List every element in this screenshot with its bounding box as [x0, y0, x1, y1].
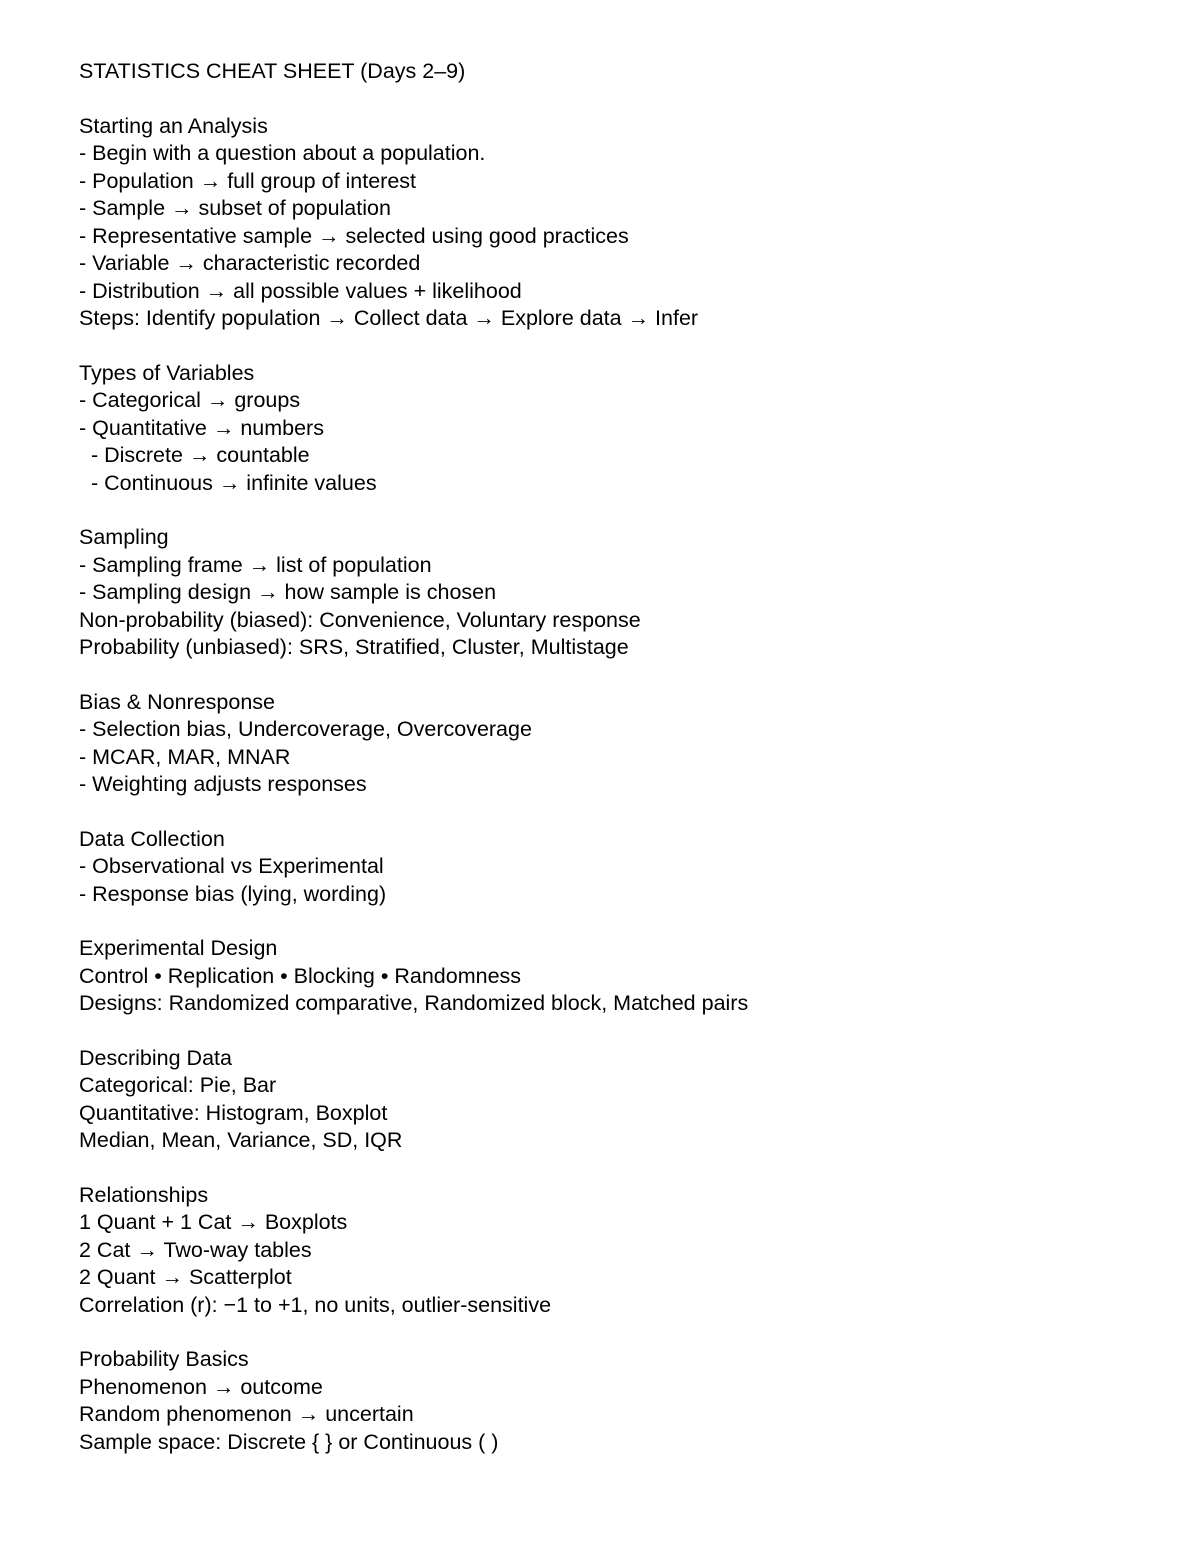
section-heading: Experimental Design [79, 936, 278, 960]
text-line: - Variable → characteristic recorded [79, 251, 421, 275]
section-heading: Relationships [79, 1182, 209, 1207]
text-line: - Observational vs Experimental [79, 854, 384, 878]
spacer [79, 333, 1159, 360]
text-line: Quantitative: Histogram, Boxplot [79, 1100, 388, 1125]
text-line: Categorical: Pie, Bar [79, 1073, 277, 1097]
spacer [79, 1155, 1159, 1182]
text-line: - Representative sample → selected using good practices [79, 223, 629, 248]
text-line: - Sampling frame → list of population [79, 552, 432, 577]
section-sampling [79, 524, 1159, 662]
section-heading: Types of Variables [79, 360, 255, 385]
text-line: - Continuous → infinite values [79, 470, 377, 495]
text-line: Phenomenon → outcome [79, 1374, 323, 1399]
text-line: Non-probability (biased): Convenience, Voluntary response [79, 607, 641, 632]
text-line: - Discrete → countable [79, 443, 310, 467]
spacer [79, 908, 1159, 935]
text-line: 2 Cat → Two-way tables [79, 1237, 312, 1262]
text-line: - Sampling design → how sample is chosen [79, 580, 497, 604]
document-page [79, 58, 1159, 1456]
section-heading: Starting an Analysis [79, 113, 268, 138]
spacer [79, 86, 1159, 113]
text-line: - Selection bias, Undercoverage, Overcoverage [79, 717, 532, 741]
section-heading: Bias & Nonresponse [79, 689, 275, 714]
section-relationships [79, 1182, 1159, 1320]
text-line: - Distribution → all possible values + likelihood [79, 278, 522, 303]
text-line: - Quantitative → numbers [79, 415, 324, 440]
text-line: 2 Quant → Scatterplot [79, 1265, 292, 1289]
section-data-collection [79, 826, 1159, 909]
section-starting-analysis [79, 113, 1159, 333]
text-line: - Population → full group of interest [79, 168, 417, 193]
text-line: Steps: Identify population → Collect data → Explore data → Infer [79, 306, 699, 330]
section-experimental-design [79, 935, 1159, 1018]
text-line: - Response bias (lying, wording) [79, 881, 387, 906]
text-line: Probability (unbiased): SRS, Stratified, Cluster, Multistage [79, 635, 629, 659]
text-line: Sample space: Discrete { } or Continuous ( ) [79, 1429, 499, 1454]
text-line: - Weighting adjusts responses [79, 772, 367, 796]
text-line: - Begin with a question about a population. [79, 141, 486, 165]
spacer [79, 662, 1159, 689]
document-title: STATISTICS CHEAT SHEET (Days 2–9) [79, 59, 466, 83]
text-line: - MCAR, MAR, MNAR [79, 744, 291, 769]
section-probability-basics [79, 1346, 1159, 1456]
text-line: Correlation (r): −1 to +1, no units, outlier-sensitive [79, 1292, 552, 1317]
spacer [79, 497, 1159, 524]
spacer [79, 799, 1159, 826]
section-heading: Probability Basics [79, 1347, 249, 1371]
text-line: - Sample → subset of population [79, 196, 391, 220]
section-heading: Describing Data [79, 1045, 232, 1070]
text-line: Control • Replication • Blocking • Randomness [79, 963, 522, 988]
section-describing-data [79, 1045, 1159, 1155]
text-line: Designs: Randomized comparative, Randomized block, Matched pairs [79, 991, 749, 1015]
section-types-of-variables [79, 360, 1159, 498]
text-line: Median, Mean, Variance, SD, IQR [79, 1128, 403, 1152]
spacer [79, 1018, 1159, 1045]
text-line: - Categorical → groups [79, 388, 301, 412]
text-line: Random phenomenon → uncertain [79, 1402, 414, 1426]
section-heading: Sampling [79, 525, 169, 549]
section-bias-nonresponse [79, 689, 1159, 799]
text-line: 1 Quant + 1 Cat → Boxplots [79, 1210, 348, 1234]
section-heading: Data Collection [79, 826, 225, 851]
spacer [79, 1319, 1159, 1346]
